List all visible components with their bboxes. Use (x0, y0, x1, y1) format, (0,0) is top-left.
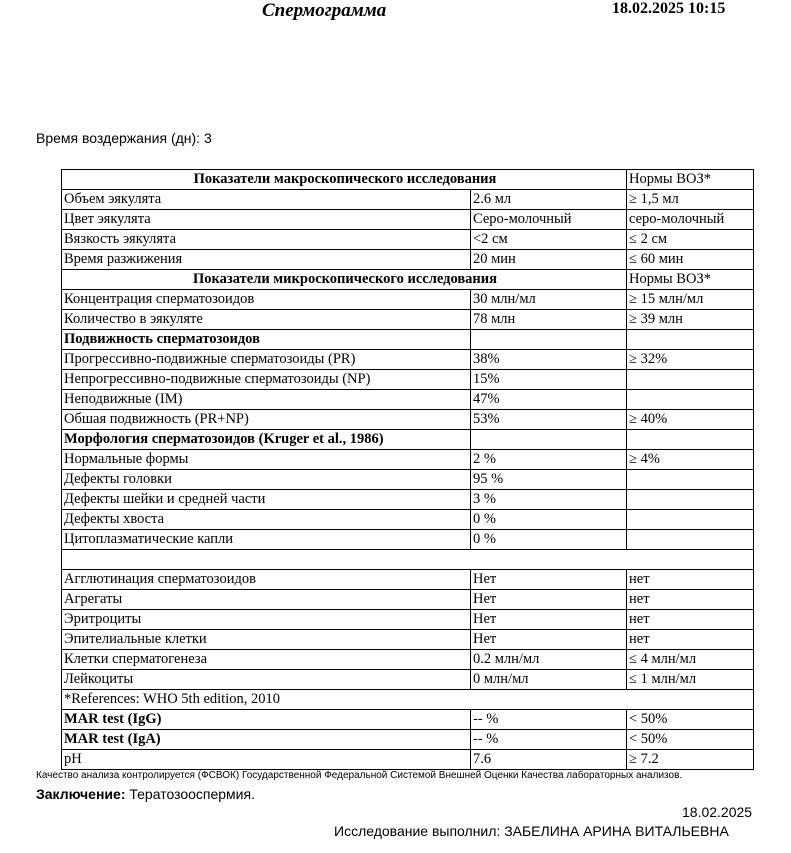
parameter-name: Агрегаты (62, 590, 471, 610)
result-value: 78 млн (471, 310, 627, 330)
document-datetime: 18.02.2025 10:15 (612, 0, 726, 17)
signature-date: 18.02.2025 (682, 804, 753, 820)
table-row (62, 650, 754, 670)
parameter-name: Клетки сперматогенеза (62, 650, 471, 670)
norm-value: ≥ 15 млн/мл (627, 290, 754, 310)
conclusion-label: Заключение: (36, 786, 126, 802)
result-value: 30 млн/мл (471, 290, 627, 310)
norm-value: нет (627, 570, 754, 590)
table-row (62, 490, 754, 510)
conclusion-text: Тератозооспермия. (125, 786, 255, 802)
table-row (62, 630, 754, 650)
result-value: 0 млн/мл (471, 670, 627, 690)
norm-header: Нормы ВОЗ* (627, 270, 754, 290)
norm-value: ≤ 4 млн/мл (627, 650, 754, 670)
table-row (62, 210, 754, 230)
result-value: 53% (471, 410, 627, 430)
parameter-name: Объем эякулята (62, 190, 471, 210)
section-header-label: Показатели микроскопического исследования (62, 270, 627, 290)
result-value: -- % (471, 710, 627, 730)
result-value: 15% (471, 370, 627, 390)
parameter-name: MAR test (IgA) (62, 730, 471, 750)
result-value: 20 мин (471, 250, 627, 270)
parameter-name: Количество в эякуляте (62, 310, 471, 330)
parameter-name: Дефекты шейки и средней части (62, 490, 471, 510)
empty-cell (62, 550, 754, 570)
parameter-name: Эритроциты (62, 610, 471, 630)
norm-value: ≤ 60 мин (627, 250, 754, 270)
norm-value: ≥ 39 млн (627, 310, 754, 330)
table-spacer-row (62, 550, 754, 570)
result-value: 38% (471, 350, 627, 370)
table-row (62, 290, 754, 310)
norm-value (627, 530, 754, 550)
norm-value: ≤ 1 млн/мл (627, 670, 754, 690)
norm-value: нет (627, 610, 754, 630)
norm-value (627, 330, 754, 350)
table-row (62, 750, 754, 770)
parameter-name: Дефекты хвоста (62, 510, 471, 530)
table-row (62, 670, 754, 690)
result-value: Нет (471, 570, 627, 590)
result-value: 0 % (471, 510, 627, 530)
result-value (471, 330, 627, 350)
parameter-name: Цитоплазматические капли (62, 530, 471, 550)
result-value: 7.6 (471, 750, 627, 770)
norm-value: ≤ 2 см (627, 230, 754, 250)
table-row (62, 730, 754, 750)
table-row (62, 590, 754, 610)
result-value: <2 см (471, 230, 627, 250)
table-header-row (62, 270, 754, 290)
parameter-name: Концентрация сперматозоидов (62, 290, 471, 310)
norm-value (627, 390, 754, 410)
table-row (62, 310, 754, 330)
table-row (62, 570, 754, 590)
result-value: 2.6 мл (471, 190, 627, 210)
result-value: 2 % (471, 450, 627, 470)
result-value: -- % (471, 730, 627, 750)
document-title: Спермограмма (262, 0, 387, 21)
parameter-name: Нормальные формы (62, 450, 471, 470)
norm-value (627, 370, 754, 390)
norm-value (627, 470, 754, 490)
table-section-row (62, 430, 754, 450)
table-row (62, 710, 754, 730)
norm-value: < 50% (627, 730, 754, 750)
norm-value: серо-молочный (627, 210, 754, 230)
table-row (62, 250, 754, 270)
norm-value: нет (627, 630, 754, 650)
conclusion (36, 786, 255, 802)
norm-value: ≥ 1,5 мл (627, 190, 754, 210)
result-value: 95 % (471, 470, 627, 490)
parameter-name: Агглютинация сперматозоидов (62, 570, 471, 590)
parameter-name: Прогрессивно-подвижные сперматозоиды (PR) (62, 350, 471, 370)
result-value: Серо-молочный (471, 210, 627, 230)
norm-value: нет (627, 590, 754, 610)
result-value: Нет (471, 610, 627, 630)
section-header-label: Показатели макроскопического исследования (62, 170, 627, 190)
norm-value: < 50% (627, 710, 754, 730)
section-title: Подвижность сперматозоидов (62, 330, 471, 350)
reference-note: *References: WHO 5th edition, 2010 (62, 690, 754, 710)
semen-analysis-table (61, 169, 754, 770)
section-title: Морфология сперматозоидов (Kruger et al., 1986) (62, 430, 471, 450)
table-header-row (62, 170, 754, 190)
norm-value (627, 510, 754, 530)
result-value: Нет (471, 590, 627, 610)
table-row (62, 370, 754, 390)
parameter-name: pH (62, 750, 471, 770)
result-value: Нет (471, 630, 627, 650)
norm-value (627, 430, 754, 450)
result-value (471, 430, 627, 450)
parameter-name: Непрогрессивно-подвижные сперматозоиды (NP) (62, 370, 471, 390)
parameter-name: Эпителиальные клетки (62, 630, 471, 650)
result-value: 0 % (471, 530, 627, 550)
table-section-row (62, 330, 754, 350)
table-row (62, 510, 754, 530)
table-row (62, 230, 754, 250)
table-row (62, 610, 754, 630)
result-value: 0.2 млн/мл (471, 650, 627, 670)
parameter-name: Время разжижения (62, 250, 471, 270)
abstinence-period: Время воздержания (дн): 3 (36, 130, 212, 146)
parameter-name: Цвет эякулята (62, 210, 471, 230)
parameter-name: Дефекты головки (62, 470, 471, 490)
table-row (62, 470, 754, 490)
norm-value: ≥ 7.2 (627, 750, 754, 770)
parameter-name: Лейкоциты (62, 670, 471, 690)
parameter-name: Неподвижные (IM) (62, 390, 471, 410)
result-value: 3 % (471, 490, 627, 510)
table-row (62, 410, 754, 430)
performer: Исследование выполнил: ЗАБЕЛИНА АРИНА ВИТАЛЬЕВНА (334, 823, 729, 839)
table-row (62, 530, 754, 550)
norm-value: ≥ 32% (627, 350, 754, 370)
quality-control-note: Качество анализа контролируется (ФСВОК) Государственной Федеральной Системой Внешней Оценки Качества лабораторных анализов. (36, 770, 683, 781)
parameter-name: MAR test (IgG) (62, 710, 471, 730)
parameter-name: Обшая подвижность (PR+NP) (62, 410, 471, 430)
norm-header: Нормы ВОЗ* (627, 170, 754, 190)
parameter-name: Вязкость эякулята (62, 230, 471, 250)
table-row (62, 190, 754, 210)
norm-value (627, 490, 754, 510)
table-row (62, 390, 754, 410)
table-row (62, 450, 754, 470)
norm-value: ≥ 4% (627, 450, 754, 470)
result-value: 47% (471, 390, 627, 410)
table-reference-row (62, 690, 754, 710)
table-row (62, 350, 754, 370)
norm-value: ≥ 40% (627, 410, 754, 430)
